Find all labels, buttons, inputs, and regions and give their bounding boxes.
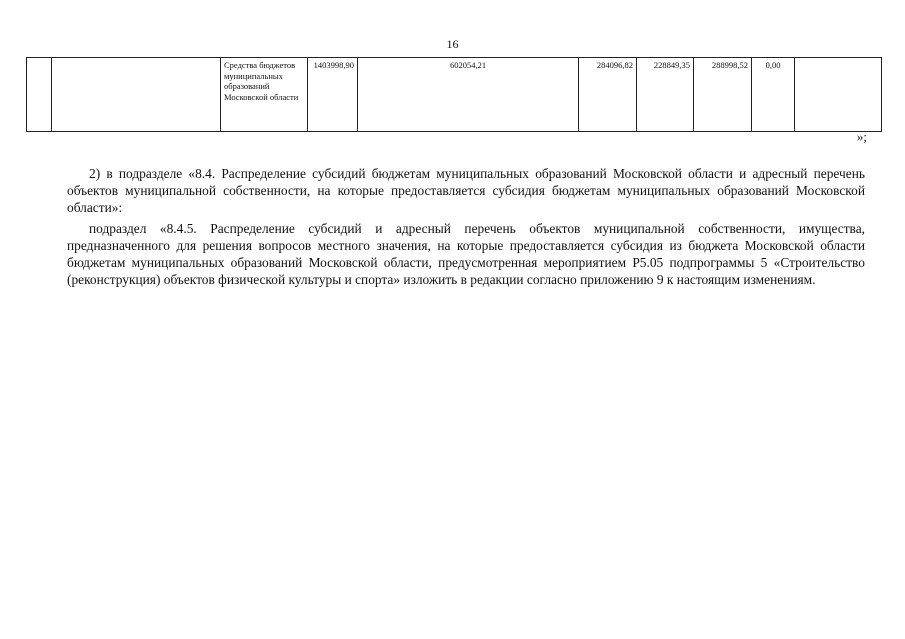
table-cell-value: 288998,52 — [694, 58, 752, 132]
closing-quote: »; — [856, 129, 867, 144]
table-cell-value: 284096,82 — [579, 58, 637, 132]
paragraph-subsection-change: 2) в подразделе «8.4. Распределение субсидий бюджетам муниципальных образований Московской области и адресный перечень объектов муниципальной собственности, на которые предоставляется субсидия бюджетам муниципальных образований Московской области»: — [67, 166, 865, 216]
table-cell — [27, 58, 52, 132]
paragraph-subsection-8-4-5: подраздел «8.4.5. Распределение субсидий и адресный перечень объектов муниципальной собственности, имущества, предназначенного для решения вопросов местного значения, на которые предоставляется субсидия из бюджета Московской области бюджетам муниципальных образований Московской области, предусмотренная мероприятием Р5.05 подпрограммы 5 «Строительство (реконструкция) объектов физической культуры и спорта» изложить в редакции согласно приложению 9 к настоящим изменениям. — [67, 220, 865, 288]
table-row — [27, 58, 882, 132]
budget-table — [26, 57, 882, 132]
table-cell — [52, 58, 221, 132]
page-number: 16 — [446, 37, 459, 51]
table-cell-value: 228849,35 — [637, 58, 694, 132]
table-cell — [795, 58, 882, 132]
table-cell-total: 1403998,90 — [308, 58, 358, 132]
table-cell-funding-source: Средства бюджетов муниципальных образований Московской области — [221, 58, 308, 132]
document-body — [67, 165, 865, 291]
table-cell-value: 602054,21 — [358, 58, 579, 132]
table-cell-value: 0,00 — [752, 58, 795, 132]
